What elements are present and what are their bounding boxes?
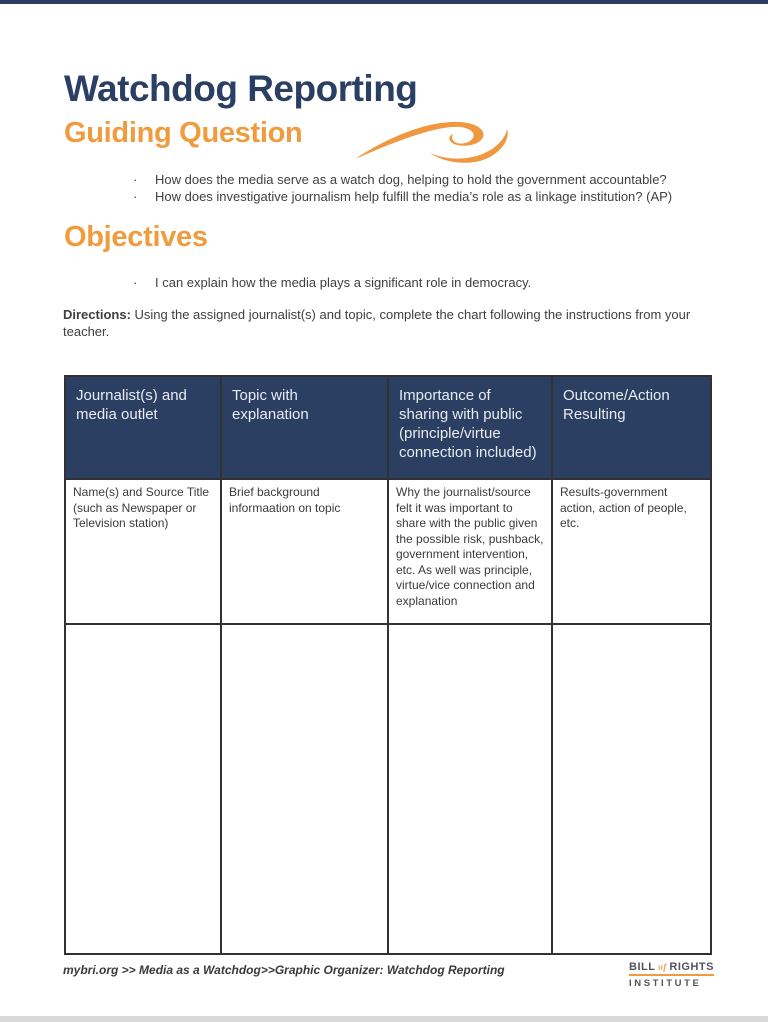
empty-cell xyxy=(221,624,388,954)
page-title: Watchdog Reporting xyxy=(64,68,418,109)
breadcrumb: mybri.org >> Media as a Watchdog>>Graphic Organizer: Watchdog Reporting xyxy=(63,963,505,977)
description-cell-journalist: Name(s) and Source Title (such as Newspaper or Television station) xyxy=(65,479,221,624)
objectives-heading: Objectives xyxy=(64,221,208,253)
header-cell-journalist: Journalist(s) and media outlet xyxy=(65,376,221,479)
table-header-row xyxy=(65,376,711,479)
guiding-question-heading: Guiding Question xyxy=(64,117,303,149)
logo-institute-text: INSTITUTE xyxy=(629,978,702,989)
logo-rights-text: RIGHTS xyxy=(669,961,714,973)
empty-cell xyxy=(65,624,221,954)
guiding-question-bullet-text: How does the media serve as a watch dog, helping to hold the government accountable? xyxy=(155,172,667,187)
bullet-icon: · xyxy=(133,172,138,187)
header-cell-importance: Importance of sharing with public (principle/virtue connection included) xyxy=(388,376,552,479)
swoosh-icon xyxy=(352,117,510,167)
header-cell-topic: Topic with explanation xyxy=(221,376,388,479)
guiding-question-bullet-text: How does investigative journalism help fulfill the media’s role as a linkage institution? (AP) xyxy=(155,189,673,204)
bill-of-rights-institute-logo xyxy=(629,961,714,989)
list-item xyxy=(133,171,733,188)
description-cell-importance: Why the journalist/source felt it was important to share with the public given the possible risk, pushback, government intervention, etc. As well was principle, virtue/vice connection and explanation xyxy=(388,479,552,624)
header-cell-outcome: Outcome/Action Resulting xyxy=(552,376,711,479)
table-description-row xyxy=(65,479,711,624)
table-empty-row xyxy=(65,624,711,954)
logo-bill-text: BILL xyxy=(629,961,656,973)
empty-cell xyxy=(388,624,552,954)
logo-line-top xyxy=(629,961,714,973)
logo-orange-rule xyxy=(629,974,714,976)
bottom-accent-bar xyxy=(0,1016,768,1022)
list-item xyxy=(133,274,733,291)
description-cell-outcome: Results-government action, action of people, etc. xyxy=(552,479,711,624)
directions-text: Using the assigned journalist(s) and topic, complete the chart following the instructions from your teacher. xyxy=(63,307,691,339)
description-cell-topic: Brief background informaation on topic xyxy=(221,479,388,624)
objectives-bullets xyxy=(133,274,733,291)
objectives-bullet-text: I can explain how the media plays a significant role in democracy. xyxy=(155,275,532,290)
graphic-organizer-table xyxy=(64,375,712,955)
directions-label: Directions: xyxy=(63,307,131,322)
top-accent-bar xyxy=(0,0,768,4)
logo-of-text: of xyxy=(658,962,667,972)
guiding-question-bullets xyxy=(133,171,733,205)
directions-paragraph xyxy=(63,306,713,340)
bullet-icon: · xyxy=(133,189,138,204)
list-item xyxy=(133,188,733,205)
bullet-icon: · xyxy=(133,275,138,290)
empty-cell xyxy=(552,624,711,954)
